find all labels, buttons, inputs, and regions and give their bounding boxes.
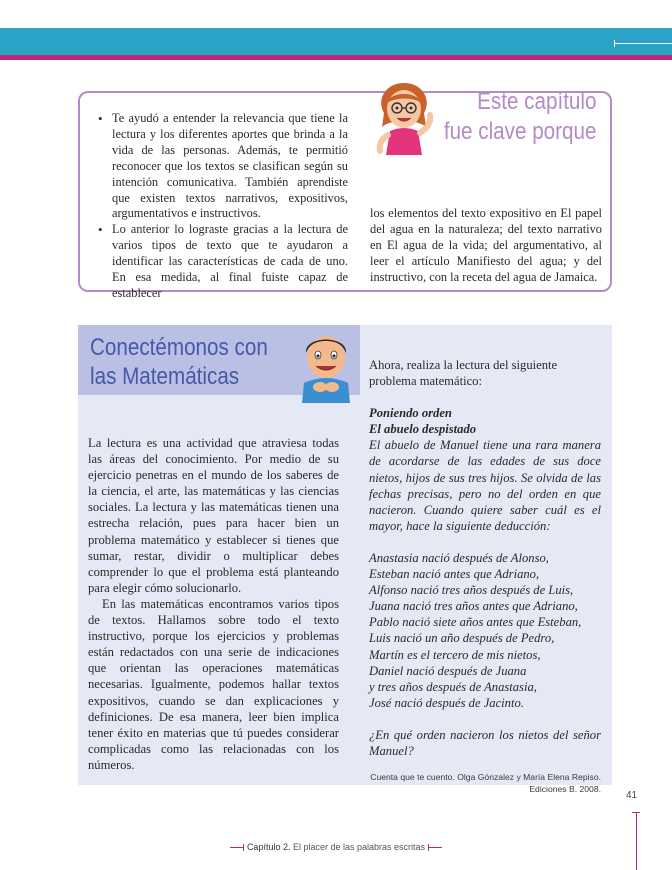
page-number: 41: [626, 790, 638, 801]
problem-clue: José nació después de Jacinto.: [369, 695, 524, 710]
math-paragraph-1: La lectura es una actividad que atraviesa todas las áreas del conocimiento. Por medio de su ejercicio penetras en el mundo de los saberes de la ciencia, el arte, las matemáticas y las ciencias sociales. La lectura y las matemáticas tienen una estrecha relación, pues para hacer bien un problema matemático y establecer si tienes que sumar, restar, dividir o multiplicar debes comprender lo que el problema está planteando para elegir cómo solucionarlo.: [88, 436, 339, 595]
problem-subtitle: El abuelo despistado: [369, 422, 477, 437]
summary-bullet: • Te ayudó a entender la relevancia que tiene la lectura y los diferentes aportes que brinda a la vida de las personas. Además, te permitió reconocer que los textos se clasifican según su intención comunicativa. También aprendiste que existen textos narrativos, expositivos, argumentativos e instructivos.: [98, 111, 348, 222]
problem-clue: Pablo nació siete años antes que Esteban,: [369, 615, 582, 630]
page-footer: [0, 842, 672, 852]
problem-clue: Luis nació un año después de Pedro,: [369, 631, 555, 646]
header-rule-tick: [614, 40, 615, 47]
math-paragraph-2: En las matemáticas encontramos varios tipos de textos. Hallamos sobre todo el texto instructivo, porque los ejercicios y problemas están redactados con una serie de indicaciones que orientan las operaciones matemáticas necesarias. Igualmente, podemos hallar textos expositivos, cuando se dan explicaciones y definiciones. De esa manera, leer bien implica tener éxito en materias que tú puedes considerar complicadas como las relacionadas con los números.: [88, 596, 339, 772]
math-title-line2: las Matemáticas: [90, 363, 240, 390]
student-boy-illustration: [290, 327, 362, 403]
page-number-rule: [636, 812, 637, 870]
problem-clue: Juana nació tres años antes que Adriano,: [369, 599, 578, 614]
teacher-girl-illustration: [370, 79, 438, 155]
footer-rule-right: [428, 847, 442, 848]
summary-bullet: • Lo anterior lo lograste gracias a la lectura de varios tipos de texto que te ayudaron a identificar las características de cada de uno. En esa medida, al final fuiste capaz de establecer: [98, 222, 348, 302]
summary-title-line2: fue clave porque: [443, 118, 596, 145]
math-text-column: [88, 435, 339, 773]
problem-story: El abuelo de Manuel tiene una rara manera de acordarse de las edades de sus doce nietos, hijos de sus tres hijos. Se olvida de las fechas precisas, pero no del orden en que nacieron. Cuando quiere saber cuál es el mayor, hace la siguiente deducción:: [369, 438, 601, 533]
math-problem-column: [369, 357, 601, 795]
problem-clue: y tres años después de Anastasia,: [369, 679, 537, 694]
footer-chapter: Capítulo 2.: [246, 842, 291, 852]
problem-clue: Anastasia nació después de Alonso,: [369, 550, 549, 565]
problem-clue-list: [369, 550, 601, 711]
summary-title-line1: Este capítulo: [476, 88, 596, 115]
header-band: [0, 28, 672, 55]
problem-clue: Daniel nació después de Juana: [369, 663, 527, 678]
summary-continuation: los elementos del texto expositivo en El papel del agua en la naturaleza; del texto narrativo en El agua de la vida; del argumentativo, al leer el artículo Manifiesto del agua; y del instructivo, con la receta del agua de Jamaica.: [370, 206, 602, 284]
problem-intro: Ahora, realiza la lectura del siguiente problema matemático:: [369, 358, 558, 389]
math-title-line1: Conectémonos con: [90, 334, 268, 361]
footer-rule-left: [230, 847, 244, 848]
header-rule: [614, 43, 672, 44]
problem-credit: [369, 771, 601, 795]
problem-clue: Martín es el tercero de mis nietos,: [369, 647, 541, 662]
problem-question: ¿En qué orden nacieron los nietos del señor Manuel?: [369, 727, 601, 758]
summary-left-column: [98, 111, 348, 302]
problem-title: Poniendo orden: [369, 406, 452, 421]
summary-bullet-list: [98, 111, 348, 302]
summary-title: [443, 87, 596, 147]
math-title: [90, 333, 268, 391]
math-connection-box: [78, 325, 612, 795]
credit-line-1: Cuenta que te cuento. Olga Gónzalez y María Elena Repiso.: [370, 772, 601, 783]
footer-subtitle: El placer de las palabras escritas: [292, 842, 426, 852]
problem-clue: Esteban nació antes que Adriano,: [369, 567, 540, 582]
chapter-summary-box: [78, 88, 612, 300]
credit-line-2: Ediciones B. 2008.: [529, 784, 601, 795]
header-stripe: [0, 55, 672, 60]
problem-clue: Alfonso nació tres años después de Luis,: [369, 583, 574, 598]
